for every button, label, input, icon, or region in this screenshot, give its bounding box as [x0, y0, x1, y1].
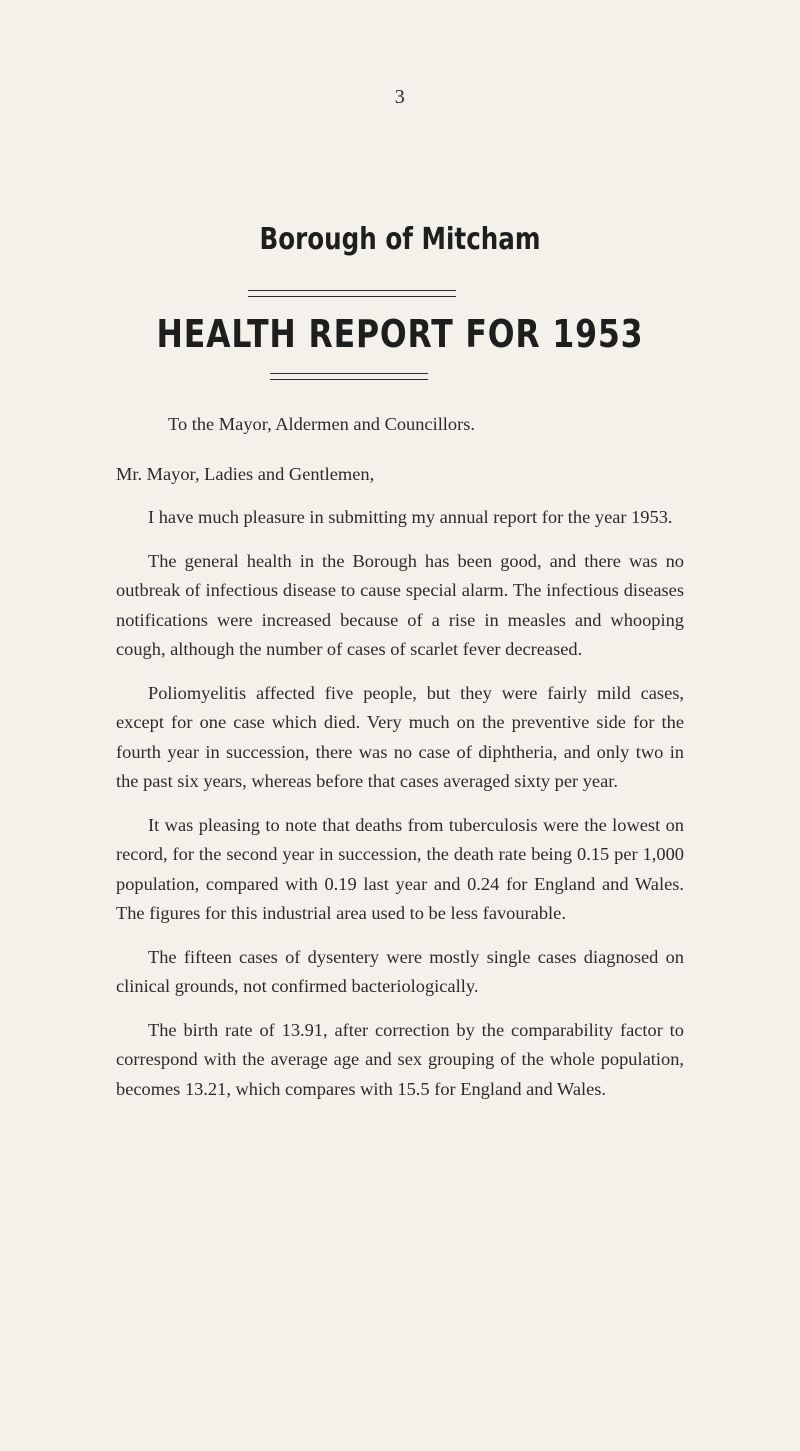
salutation: Mr. Mayor, Ladies and Gentlemen,	[116, 463, 375, 484]
paragraph-tuberculosis: It was pleasing to note that deaths from tuberculosis were the lowest on record, for the second year in succession, the death rate being 0.15 per 1,000 population, compared with 0.19 last year and 0.24 for England and Wales. The figures for this industrial area used to be less favourable.	[116, 814, 684, 923]
paragraph-introduction: I have much pleasure in submitting my annual report for the year 1953.	[148, 507, 673, 527]
paragraph-poliomyelitis: Poliomyelitis affected five people, but they were fairly mild cases, except for one case which died. Very much on the preventive side for the fourth year in succession, there was no case of diphtheria, and only two in the past six years, whereas before that cases averaged sixty per year.	[116, 682, 684, 791]
page-number: 3	[394, 86, 406, 108]
report-title: HEALTH REPORT FOR 1953	[156, 312, 644, 356]
paragraph-general-health: The general health in the Borough has been good, and there was no outbreak of infectious disease to cause special alarm. The infectious diseases notifications were increased because of a rise in measles and whooping cough, although the number of cases of scarlet fever decreased.	[116, 550, 684, 659]
paragraph-birth-rate: The birth rate of 13.91, after correction by the comparability factor to correspond with the average age and sex grouping of the whole population, becomes 13.21, which compares with 15.5 for England and Wales.	[116, 1019, 684, 1099]
report-body	[116, 400, 684, 1118]
double-rule-bottom	[270, 373, 428, 380]
paragraph-dysentery: The fifteen cases of dysentery were mostly single cases diagnosed on clinical grounds, not confirmed bacteriologically.	[116, 946, 684, 996]
organisation-heading: Borough of Mitcham	[259, 222, 541, 257]
double-rule-top	[248, 290, 456, 297]
address-line: To the Mayor, Aldermen and Councillors.	[168, 414, 475, 434]
